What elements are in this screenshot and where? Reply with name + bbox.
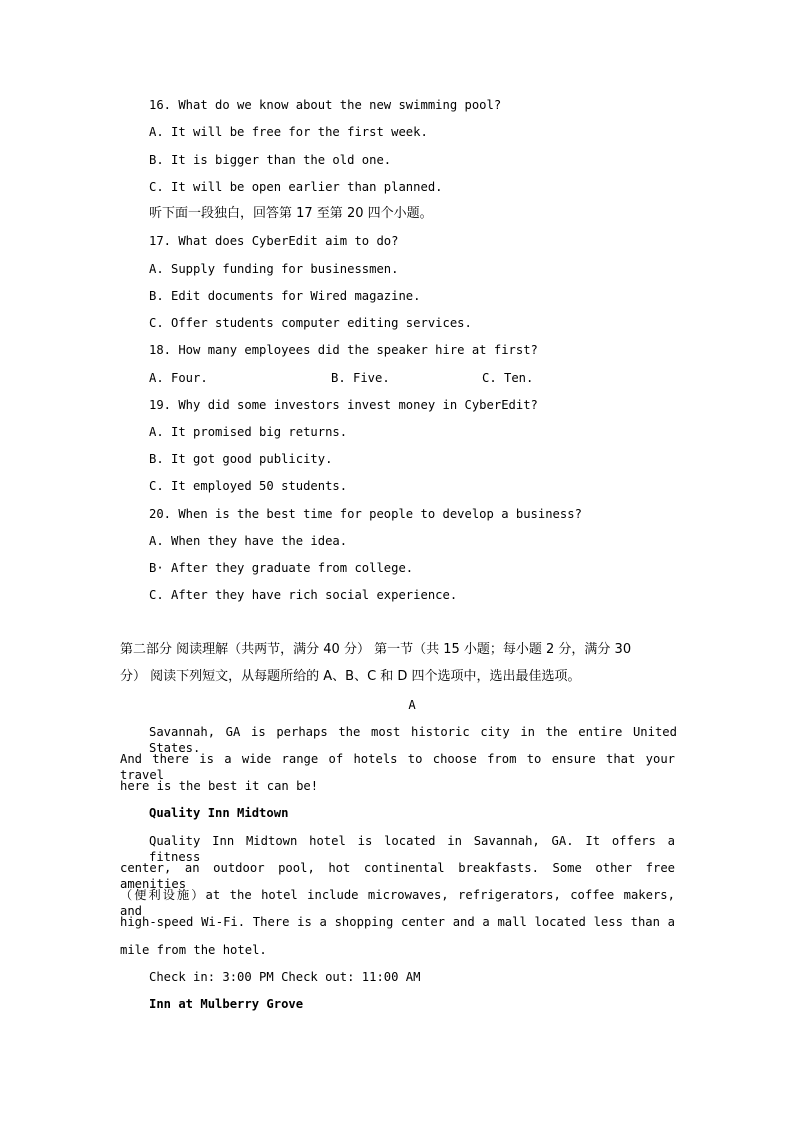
question-18-option-a: A. Four. — [149, 371, 208, 385]
hotel-1-description-line-3: （便利设施）at the hotel include microwaves, refrigerators, coffee makers, and — [120, 888, 675, 918]
question-19: 19. Why did some investors invest money in CyberEdit? — [149, 398, 538, 412]
hotel-1-description-line-4: high-speed Wi-Fi. There is a shopping center and a mall located less than a — [120, 915, 675, 929]
hotel-1-description-line-5: mile from the hotel. — [120, 943, 267, 957]
question-17-option-a: A. Supply funding for businessmen. — [149, 262, 399, 276]
question-17-option-c: C. Offer students computer editing services. — [149, 316, 472, 330]
passage-label: A — [408, 698, 416, 712]
monologue-instruction: 听下面一段独白，回答第 17 至第 20 四个小题。 — [149, 206, 433, 221]
question-17-option-b: B. Edit documents for Wired magazine. — [149, 289, 421, 303]
question-18-option-b: B. Five. — [331, 371, 390, 385]
question-18-option-c: C. Ten. — [482, 371, 534, 385]
section-heading-line-1: 第二部分 阅读理解（共两节，满分 40 分） 第一节（共 15 小题；每小题 2 分，满分 30 — [120, 642, 632, 657]
hotel-1-description-line-1: Quality Inn Midtown hotel is located in Savannah, GA. It offers a fitness — [149, 834, 675, 864]
question-20: 20. When is the best time for people to develop a business? — [149, 507, 582, 521]
hotel-1-check-times: Check in: 3:00 PM Check out: 11:00 AM — [149, 970, 421, 984]
question-18: 18. How many employees did the speaker hire at first? — [149, 343, 538, 357]
hotel-1-description-line-2: center, an outdoor pool, hot continental breakfasts. Some other free amenities — [120, 861, 675, 891]
question-16-option-c: C. It will be open earlier than planned. — [149, 180, 443, 194]
intro-line-1: Savannah, GA is perhaps the most historic city in the entire United States. — [149, 725, 677, 755]
question-19-option-c: C. It employed 50 students. — [149, 479, 348, 493]
question-16-option-a: A. It will be free for the first week. — [149, 125, 428, 139]
intro-line-3: here is the best it can be! — [120, 779, 319, 793]
hotel-1-name: Quality Inn Midtown — [149, 806, 289, 820]
question-19-option-a: A. It promised big returns. — [149, 425, 348, 439]
question-16: 16. What do we know about the new swimming pool? — [149, 98, 502, 112]
question-20-option-c: C. After they have rich social experience. — [149, 588, 458, 602]
question-19-option-b: B. It got good publicity. — [149, 452, 333, 466]
question-20-option-a: A. When they have the idea. — [149, 534, 348, 548]
section-heading-line-2: 分） 阅读下列短文，从每题所给的 A、B、C 和 D 四个选项中，选出最佳选项。 — [120, 669, 581, 684]
question-16-option-b: B. It is bigger than the old one. — [149, 153, 392, 167]
question-17: 17. What does CyberEdit aim to do? — [149, 234, 399, 248]
question-20-option-b: B· After they graduate from college. — [149, 561, 414, 575]
hotel-2-name: Inn at Mulberry Grove — [149, 997, 304, 1011]
intro-line-2: And there is a wide range of hotels to choose from to ensure that your travel — [120, 752, 675, 782]
